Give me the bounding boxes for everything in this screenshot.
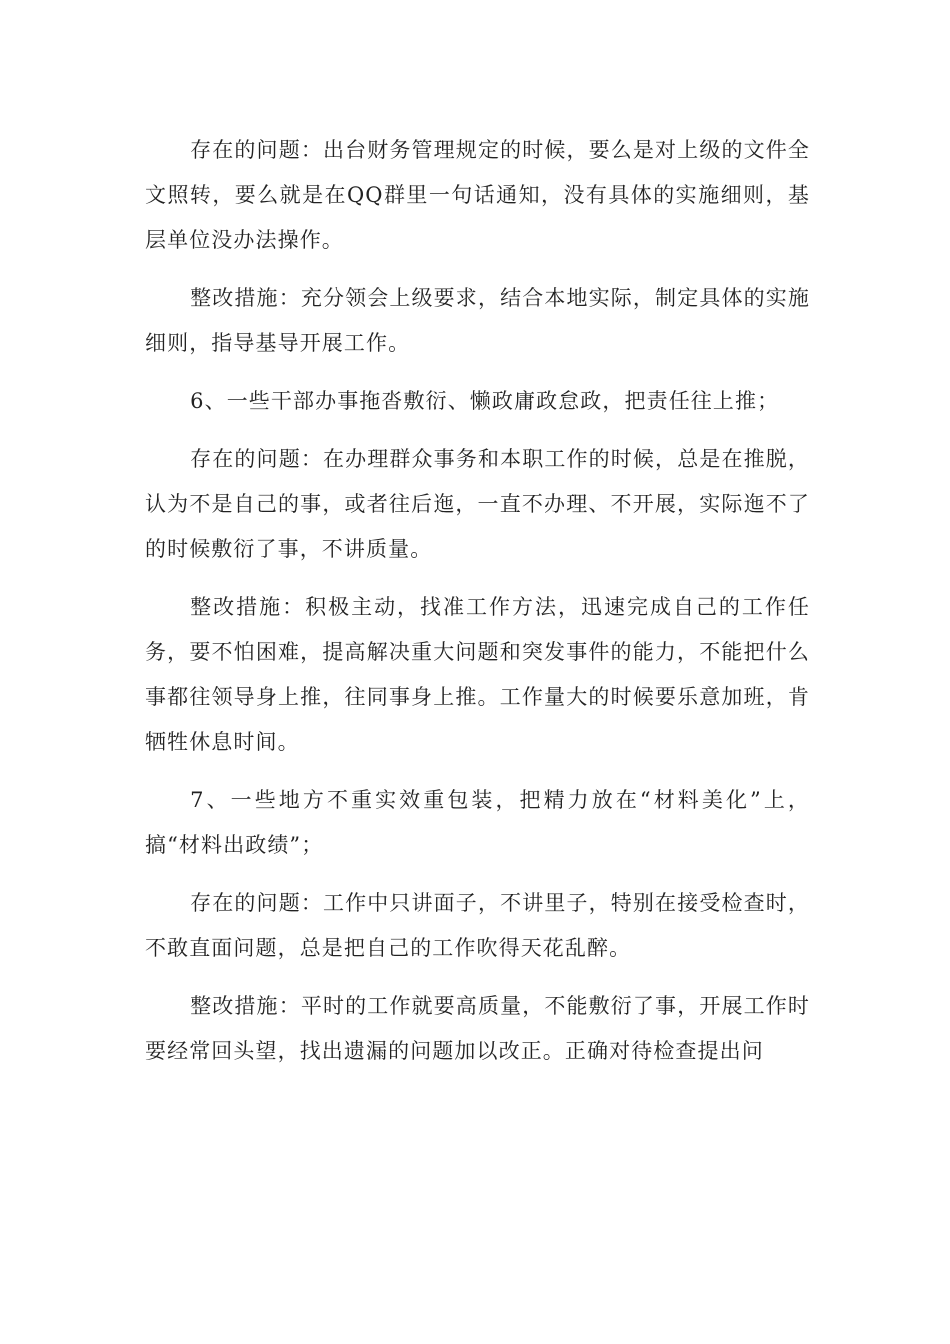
paragraph-problem-procrastination: 存在的问题：在办理群众事务和本职工作的时候，总是在推脱，认为不是自己的事，或者往后迤，一直不办理、不开展，实际迤不了的时候敷衍了事，不讲质量。 [145,447,810,561]
paragraph-problem-packaging: 存在的问题：工作中只讲面子，不讲里子，特别在接受检查时，不敢直面问题，总是把自己的工作吹得天花乱醉。 [145,891,810,960]
paragraph-item-7-heading: 7、一些地方不重实效重包装，把精力放在“材料美化”上，搞“材料出政绩”； [145,788,810,857]
document-body [145,128,810,1087]
paragraph-problem-finance: 存在的问题：出台财务管理规定的时候，要么是对上级的文件全文照转，要么就是在QQ群里一句话通知，没有具体的实施细则，基层单位没办法操作。 [145,138,810,252]
paragraph-measure-procrastination: 整改措施：积极主动，找准工作方法，迅速完成自己的工作任务，要不怕困难，提高解决重大问题和突发事件的能力，不能把什么事都往领导身上推，往同事身上推。工作量大的时候要乐意加班，肯牺牲休息时间。 [145,595,810,754]
paragraph-measure-finance: 整改措施：充分领会上级要求，结合本地实际，制定具体的实施细则，指导基导开展工作。 [145,286,810,355]
paragraph-measure-packaging: 整改措施：平时的工作就要高质量，不能敷衍了事，开展工作时要经常回头望，找出遗漏的问题加以改正。正确对待检查提出问 [145,994,810,1063]
paragraph-item-6-heading: 6、一些干部办事拖沓敷衍、懒政庸政怠政，把责任往上推； [190,389,780,413]
